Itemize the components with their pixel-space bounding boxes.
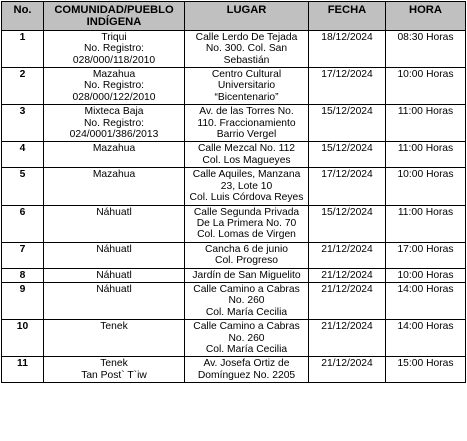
comunidad-line: No. Registro: — [83, 117, 145, 129]
lugar-line: De La Primera No. 70 — [196, 217, 297, 229]
comunidad-cell — [44, 105, 185, 142]
lugar-line: Calle Segunda Privada — [193, 206, 300, 218]
lugar-line: No. 260 — [228, 295, 265, 307]
table-row — [2, 168, 466, 205]
lugar-cell — [185, 242, 309, 268]
consultation-schedule-table — [1, 1, 466, 383]
table-row — [2, 105, 466, 142]
row-number: 1 — [2, 30, 44, 67]
header-no: No. — [2, 2, 44, 31]
fecha-cell: 15/12/2024 — [309, 105, 386, 142]
lugar-line: No. 260 — [228, 332, 265, 344]
lugar-cell — [185, 105, 309, 142]
lugar-cell — [185, 320, 309, 357]
comunidad-line: Tenek — [100, 358, 128, 370]
lugar-line: Centro Cultural — [211, 69, 282, 81]
header-fecha: FECHA — [309, 2, 386, 31]
lugar-line: Col. Progreso — [215, 255, 278, 267]
lugar-line: “Bicentenario” — [214, 91, 279, 103]
comunidad-cell — [44, 268, 185, 282]
row-number: 7 — [2, 242, 44, 268]
header-comunidad — [44, 2, 185, 31]
fecha-cell: 17/12/2024 — [309, 68, 386, 105]
table-body — [2, 30, 466, 382]
fecha-cell: 21/12/2024 — [309, 268, 386, 282]
hora-cell: 11:00 Horas — [386, 105, 466, 142]
table-row — [2, 68, 466, 105]
fecha-cell: 21/12/2024 — [309, 242, 386, 268]
comunidad-cell — [44, 205, 185, 242]
lugar-line: No. 300. Col. San — [205, 43, 288, 55]
comunidad-cell — [44, 30, 185, 67]
lugar-line: Calle Aquiles, Manzana — [192, 169, 301, 181]
fecha-cell: 17/12/2024 — [309, 168, 386, 205]
lugar-line: Col. María Cecilia — [205, 343, 288, 355]
hora-cell: 10:00 Horas — [386, 68, 466, 105]
lugar-line: Cancha 6 de junio — [204, 243, 288, 255]
comunidad-line: Náhuatl — [96, 243, 132, 255]
hora-cell: 15:00 Horas — [386, 357, 466, 383]
comunidad-line: Mazahua — [92, 169, 136, 181]
comunidad-line: No. Registro: — [83, 80, 145, 92]
comunidad-line: Mazahua — [92, 143, 136, 155]
lugar-line: Col. Luis Córdova Reyes — [189, 192, 304, 204]
lugar-cell — [185, 68, 309, 105]
row-number: 2 — [2, 68, 44, 105]
hora-cell: 14:00 Horas — [386, 282, 466, 319]
table-row — [2, 205, 466, 242]
lugar-line: Av. de las Torres No. — [199, 106, 294, 118]
lugar-line: Col. María Cecilia — [205, 306, 288, 318]
row-number: 9 — [2, 282, 44, 319]
hora-cell: 10:00 Horas — [386, 168, 466, 205]
comunidad-cell — [44, 242, 185, 268]
header-comunidad-line2: INDÍGENA — [86, 16, 142, 29]
lugar-line: Sebastián — [223, 54, 270, 66]
lugar-line: Domínguez No. 2205 — [197, 369, 296, 381]
row-number: 5 — [2, 168, 44, 205]
header-comunidad-line1: COMUNIDAD/PUEBLO — [54, 4, 174, 16]
comunidad-line: Náhuatl — [96, 283, 132, 295]
comunidad-line: 024/0001/386/2013 — [69, 129, 159, 141]
lugar-line: Jardín de San Miguelito — [192, 269, 301, 281]
comunidad-cell — [44, 320, 185, 357]
lugar-line: 23, Lote 10 — [220, 180, 273, 192]
comunidad-cell — [44, 168, 185, 205]
header-row — [2, 2, 466, 31]
fecha-cell: 21/12/2024 — [309, 320, 386, 357]
lugar-cell — [185, 357, 309, 383]
comunidad-cell — [44, 142, 185, 168]
table-row — [2, 242, 466, 268]
comunidad-line: Náhuatl — [96, 269, 132, 281]
hora-cell: 11:00 Horas — [386, 205, 466, 242]
table-row — [2, 282, 466, 319]
table-row — [2, 268, 466, 282]
lugar-cell — [185, 30, 309, 67]
comunidad-line: Mazahua — [92, 69, 136, 81]
comunidad-cell — [44, 68, 185, 105]
header-lugar: LUGAR — [185, 2, 309, 31]
comunidad-line: No. Registro: — [83, 43, 145, 55]
table-row — [2, 30, 466, 67]
fecha-cell: 15/12/2024 — [309, 142, 386, 168]
hora-cell: 08:30 Horas — [386, 30, 466, 67]
lugar-line: Calle Camino a Cabras — [193, 283, 300, 295]
header-hora: HORA — [386, 2, 466, 31]
comunidad-cell — [44, 357, 185, 383]
table-row — [2, 357, 466, 383]
comunidad-line: Tenek — [100, 321, 128, 333]
lugar-line: 110. Fraccionamiento — [197, 117, 296, 129]
lugar-cell — [185, 168, 309, 205]
table-row — [2, 320, 466, 357]
lugar-cell — [185, 142, 309, 168]
row-number: 8 — [2, 268, 44, 282]
table-row — [2, 142, 466, 168]
row-number: 10 — [2, 320, 44, 357]
hora-cell: 11:00 Horas — [386, 142, 466, 168]
row-number: 11 — [2, 357, 44, 383]
hora-cell: 10:00 Horas — [386, 268, 466, 282]
row-number: 3 — [2, 105, 44, 142]
comunidad-line: 028/000/122/2010 — [72, 91, 156, 103]
lugar-line: Av. Josefa Ortiz de — [203, 358, 290, 370]
lugar-line: Barrio Vergel — [216, 129, 277, 141]
fecha-cell: 21/12/2024 — [309, 357, 386, 383]
lugar-line: Col. Los Magueyes — [202, 154, 291, 166]
comunidad-line: Náhuatl — [96, 206, 132, 218]
row-number: 4 — [2, 142, 44, 168]
lugar-line: Universitario — [217, 80, 276, 92]
comunidad-cell — [44, 282, 185, 319]
comunidad-line: Triqui — [101, 31, 127, 43]
lugar-line: Calle Mezcal No. 112 — [197, 143, 296, 155]
fecha-cell: 15/12/2024 — [309, 205, 386, 242]
hora-cell: 14:00 Horas — [386, 320, 466, 357]
lugar-line: Col. Lomas de Virgen — [197, 229, 296, 241]
hora-cell: 17:00 Horas — [386, 242, 466, 268]
fecha-cell: 21/12/2024 — [309, 282, 386, 319]
lugar-cell — [185, 205, 309, 242]
comunidad-line: 028/000/118/2010 — [72, 54, 156, 66]
comunidad-line: Tan Post` T`iw — [81, 369, 147, 381]
lugar-cell — [185, 268, 309, 282]
lugar-line: Calle Camino a Cabras — [193, 321, 300, 333]
row-number: 6 — [2, 205, 44, 242]
lugar-line: Calle Lerdo De Tejada — [195, 31, 298, 43]
fecha-cell: 18/12/2024 — [309, 30, 386, 67]
lugar-cell — [185, 282, 309, 319]
comunidad-line: Mixteca Baja — [84, 106, 144, 118]
